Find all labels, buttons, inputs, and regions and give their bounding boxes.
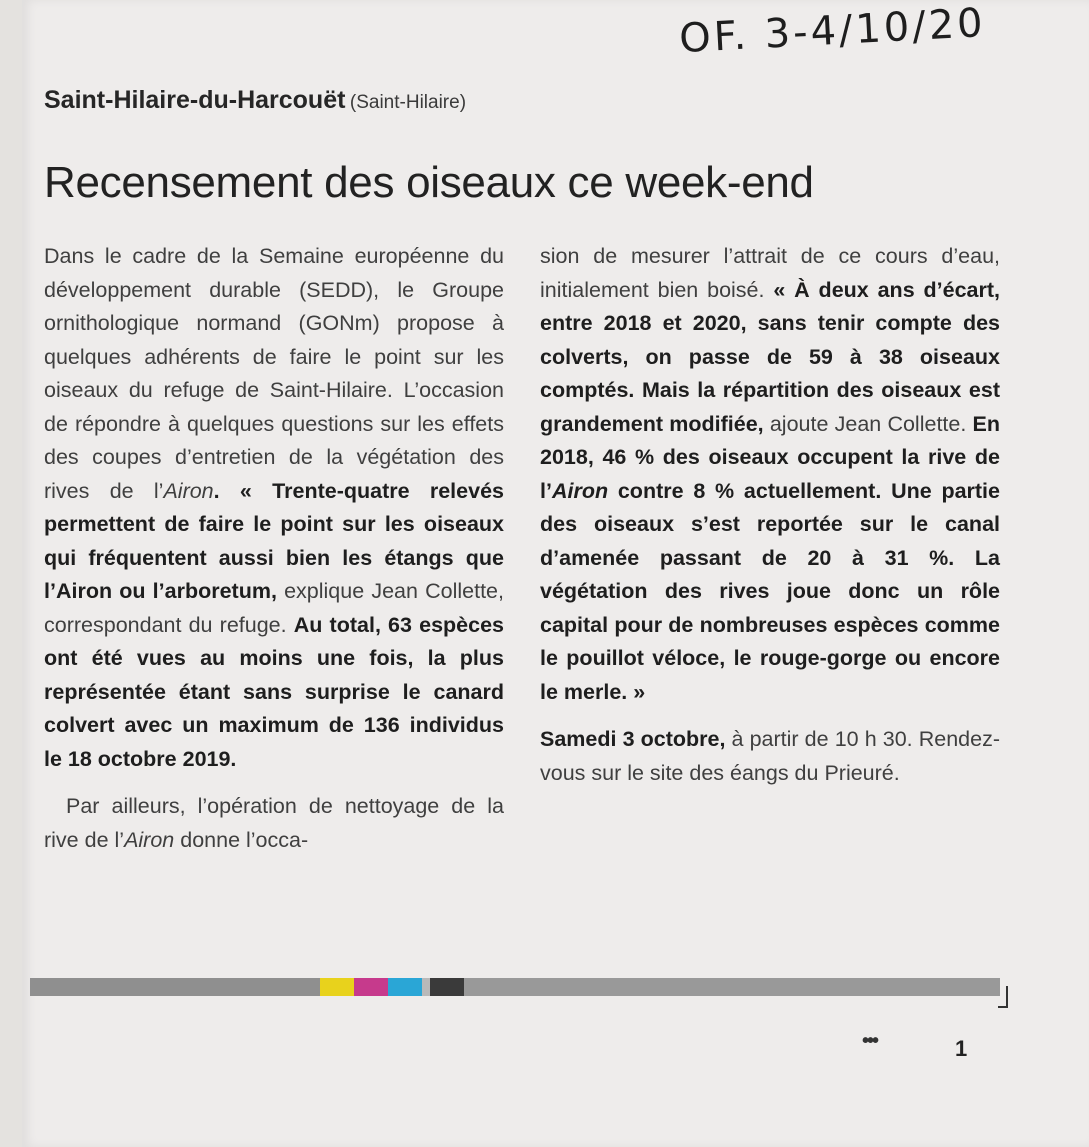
- text-run-bold: . « Trente-quatre relevés permettent de faire le point sur les oiseaux qui fréquentent aussi bien les étangs que l’Airon ou l’arboretum,: [44, 478, 504, 603]
- text-run-italic: Airon: [124, 827, 175, 852]
- text-run-bold: Samedi 3 octobre,: [540, 727, 726, 751]
- text-run: à partir de 10 h 30. Rendez-vous sur le site des éangs du Prieuré.: [540, 727, 1000, 785]
- text-run: Par ailleurs, l’opération de nettoyage de la rive de l’: [44, 794, 504, 852]
- text-run-bold-italic: Airon: [551, 478, 609, 503]
- text-run-bold: Au total, 63 espèces ont été vues au moins une fois, la plus représentée étant sans surprise le canard colvert avec un maximum de 136 individus le 18 octobre 2019.: [44, 612, 504, 771]
- paragraph-1: [44, 240, 504, 776]
- article-headline: Recensement des oiseaux ce week-end: [44, 158, 814, 207]
- bar-cyan-segment: [388, 978, 422, 996]
- bar-yellow-segment: [320, 978, 354, 996]
- paragraph-2: [44, 790, 504, 857]
- bar-spacer-segment: [422, 978, 430, 996]
- crop-mark: [998, 986, 1008, 1008]
- bar-gray-segment: [464, 978, 1000, 996]
- text-run-italic: Airon: [163, 478, 214, 503]
- handwritten-date-note: OF. 3-4/10/20: [678, 0, 987, 63]
- paragraph-4: [540, 723, 1000, 790]
- kicker-subtitle: (Saint-Hilaire): [349, 92, 467, 113]
- article-column-left: [44, 240, 504, 857]
- kicker-town: Saint-Hilaire-du-Harcouët: [44, 86, 346, 114]
- footer-dots: •••: [862, 1030, 878, 1052]
- text-run-bold: « À deux ans d’écart, entre 2018 et 2020, sans tenir compte des colverts, on passe de 59 à 38 oiseaux comptés. Mais la répartition des oiseaux est grandement modifiée,: [540, 277, 1000, 436]
- text-run: ajoute Jean Collette.: [763, 411, 973, 436]
- text-run: explique Jean Collette, correspondant du refuge.: [44, 579, 504, 637]
- paragraph-3: [540, 240, 1000, 709]
- text-run: donne l’occa-: [174, 827, 309, 852]
- text-run-bold: En 2018, 46 % des oiseaux occupent la rive de l’: [540, 411, 1001, 503]
- page-number: 1: [955, 1036, 968, 1061]
- bar-gray-segment: [30, 978, 320, 996]
- text-run-bold: contre 8 % actuellement. Une partie des oiseaux s’est reportée sur le canal d’amenée passant de 20 à 31 %. La végétation des rives joue donc un rôle capital pour de nombreuses espèces comme le pouillot véloce, le rouge-gorge ou encore le merle. »: [540, 478, 1000, 704]
- text-run: sion de mesurer l’attrait de ce cours d’eau, initialement bien boisé.: [540, 244, 1000, 302]
- bar-magenta-segment: [354, 978, 388, 996]
- bar-dark-segment: [430, 978, 464, 996]
- article-column-right: [540, 240, 1000, 790]
- print-color-bar: [30, 978, 1000, 996]
- text-run: Dans le cadre de la Semaine européenne du développement durable (SEDD), le Groupe ornithologique normand (GONm) propose à quelques adhérents de faire le point sur les oiseaux du refuge de Saint-Hilaire. L’occasion de répondre à quelques questions sur les effets des coupes d’entretien de la végétation des rives de l’: [44, 244, 504, 503]
- article-kicker: [44, 86, 684, 122]
